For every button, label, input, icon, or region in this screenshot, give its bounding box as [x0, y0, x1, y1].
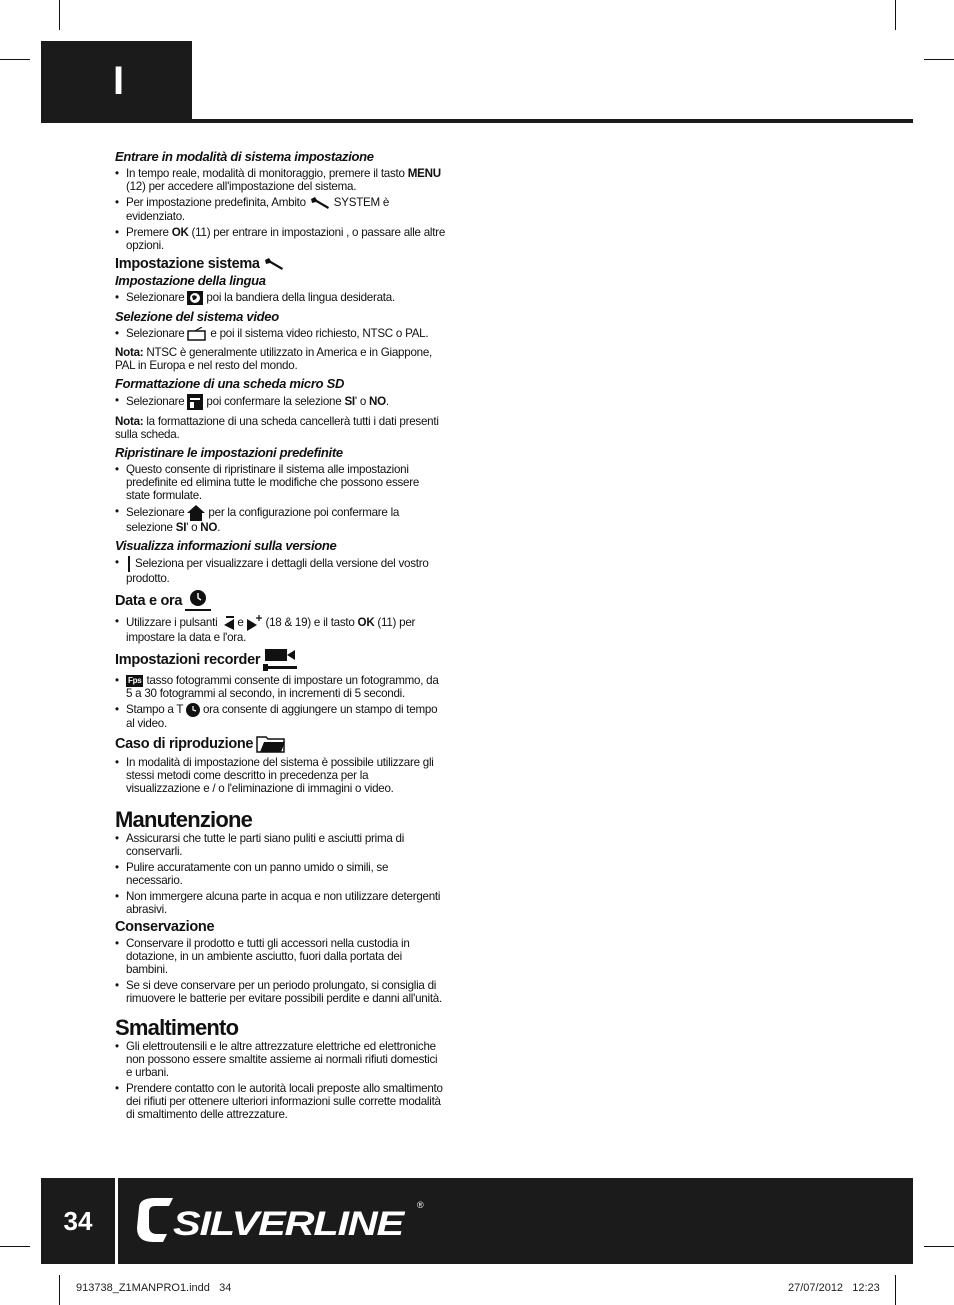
list-item: • Seleziona per visualizzare i dettagli della versione del vostro prodotto. [115, 556, 445, 585]
arrow-right-icon [247, 615, 263, 631]
maintenance-title: Manutenzione [115, 807, 253, 832]
slug-file: 913738_Z1MANPRO1.indd 34 [76, 1282, 232, 1294]
storage-title: Conservazione [115, 919, 215, 935]
sd-list [115, 394, 445, 410]
list-item: • Fps tasso fotogrammi consente di impostare un fotogrammo, da 5 a 30 fotogrammi al secondo, in incrementi di 5 secondi. [115, 674, 445, 700]
list-item: • Se si deve conservare per un periodo prolungato, si consiglia di rimuovere le batterie per evitare possibili perdite e danni all'unità. [115, 979, 445, 1005]
system-settings-title: Impostazione sistema [115, 257, 445, 271]
language-title: Impostazione della lingua [115, 273, 266, 288]
list-item: • Stampo a T ora consente di aggiungere un stampo di tempo al video. [115, 703, 445, 730]
registered-mark: ® [417, 1200, 424, 1210]
clock-icon [185, 590, 211, 612]
sd-note: Nota: la formattazione di una scheda cancellerà tutti i dati presenti sulla scheda. [115, 415, 439, 441]
slug-datetime: 27/07/2012 12:23 [788, 1282, 880, 1294]
version-list [115, 556, 445, 585]
reset-list [115, 463, 445, 534]
sd-format-title: Formattazione di una scheda micro SD [115, 376, 345, 391]
list-item: • Conservare il prodotto e tutti gli accessori nella custodia in dotazione, in un ambiente asciutto, fuori dalla portata dei bambini. [115, 937, 445, 976]
silverline-logo [133, 1192, 433, 1248]
globe-icon [187, 291, 203, 305]
language-tab-label: I [113, 59, 125, 103]
sec1-title: Entrare in modalità di sistema impostazione [115, 149, 374, 164]
language-tab [41, 41, 192, 123]
header-rule [41, 119, 913, 123]
crop-mark [924, 59, 954, 60]
reset-title: Ripristinare le impostazioni predefinite [115, 445, 343, 460]
list-item: • Per impostazione predefinita, Ambito SYSTEM è evidenziato. [115, 196, 445, 223]
list-item: • In tempo reale, modalità di monitoraggio, premere il tasto MENU (12) per accedere all'impostazione del sistema. [115, 167, 445, 193]
list-item: • Assicurarsi che tutte le parti siano puliti e asciutti prima di conservarli. [115, 832, 445, 858]
storage-list [115, 937, 445, 1005]
sd-card-icon [187, 394, 203, 410]
recorder-list [115, 674, 445, 730]
crop-mark [0, 1246, 30, 1247]
clock-icon [186, 703, 200, 717]
crop-mark [895, 0, 896, 30]
list-item: • Gli elettroutensili e le altre attrezzature elettriche ed elettroniche non possono essere smaltite assieme ai normali rifiuti domestici e urbani. [115, 1040, 445, 1079]
crop-mark [895, 1275, 896, 1305]
playback-title: Caso di riproduzione [115, 735, 445, 753]
home-icon [187, 505, 205, 521]
brand-name: SILVERLINE [173, 1205, 406, 1243]
footer-divider [115, 1178, 118, 1264]
version-title: Visualizza informazioni sulla versione [115, 538, 337, 553]
list-item: • Utilizzare i pulsanti e (18 & 19) e il tasto OK (11) per impostare la data e l'ora. [115, 615, 445, 644]
list-item: • Selezionare poi la bandiera della lingua desiderata. [115, 291, 445, 305]
list-item: • Pulire accuratamente con un panno umido o simili, se necessario. [115, 861, 445, 887]
folder-icon [256, 735, 286, 753]
wrench-icon [309, 196, 331, 210]
crop-mark [59, 1275, 60, 1305]
crop-mark [924, 1246, 954, 1247]
list-item: • Selezionare poi confermare la selezione SI' o NO. [115, 394, 445, 410]
footer-bar [41, 1178, 913, 1264]
video-note: Nota: NTSC è generalmente utilizzato in America e in Giappone, PAL in Europa e nel resto del mondo. [115, 346, 433, 372]
maintenance-list [115, 832, 445, 916]
list-item: • In modalità di impostazione del sistema è possibile utilizzare gli stessi metodi come descritto in precedenza per la visualizzazione e / o l'eliminazione di immagini o video. [115, 756, 445, 795]
video-camera-icon [263, 649, 297, 671]
playback-list [115, 756, 445, 795]
video-system-title: Selezione del sistema video [115, 309, 279, 324]
arrow-left-icon [220, 616, 234, 630]
list-item: • Prendere contatto con le autorità locali preposte allo smaltimento dei rifiuti per ottenere ulteriori informazioni sulle corrette modalità di smaltimento delle attrezzature. [115, 1082, 445, 1121]
page-number: 34 [63, 1205, 93, 1236]
disposal-list [115, 1040, 445, 1121]
crop-mark [59, 0, 60, 30]
date-list [115, 615, 445, 644]
date-time-title: Data e ora [115, 590, 445, 612]
list-item: • Selezionare per la configurazione poi confermare la selezione SI' o NO. [115, 505, 445, 534]
crop-mark [0, 59, 30, 60]
tv-icon [187, 327, 207, 341]
disposal-title: Smaltimento [115, 1015, 239, 1040]
list-item: • Selezionare e poi il sistema video richiesto, NTSC o PAL. [115, 327, 445, 341]
video-list [115, 327, 445, 341]
recorder-settings-title: Impostazioni recorder [115, 649, 445, 671]
fps-icon: Fps [128, 675, 142, 685]
wrench-icon [263, 257, 285, 271]
list-item: • Non immergere alcuna parte in acqua e non utilizzare detergenti abrasivi. [115, 890, 445, 916]
list-item: • Premere OK (11) per entrare in impostazioni , o passare alle altre opzioni. [115, 226, 445, 252]
list-item: • Questo consente di ripristinare il sistema alle impostazioni predefinite ed elimina tutte le modifiche che possono essere state formulate. [115, 463, 445, 502]
sec1-list [115, 167, 445, 252]
page-content [115, 150, 445, 1126]
language-list [115, 291, 445, 305]
